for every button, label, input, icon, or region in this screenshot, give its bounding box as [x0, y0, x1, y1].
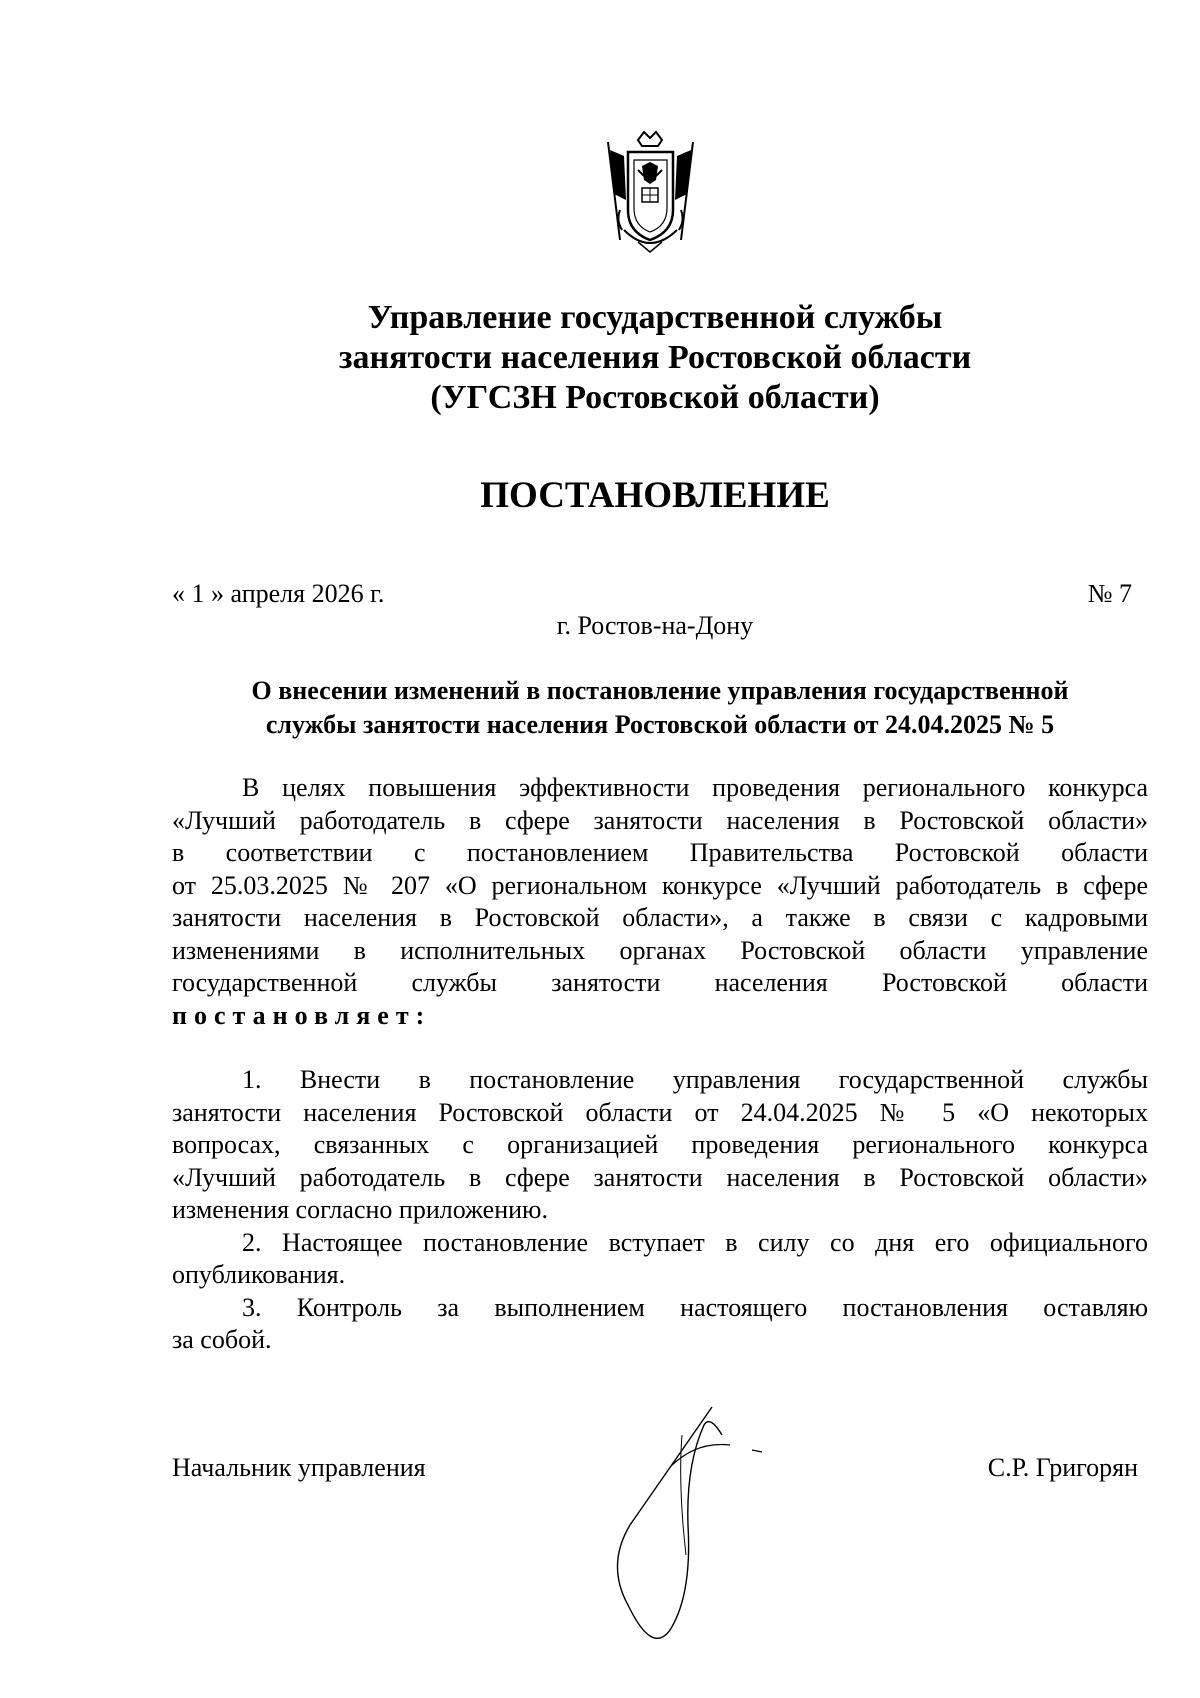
signatory-name: С.Р. Григорян — [987, 1453, 1138, 1482]
preamble-line: в соответствии с постановлением Правительства Ростовской области — [172, 838, 1148, 867]
item-1-line: «Лучший работодатель в сфере занятости населения в Ростовской области» — [172, 1162, 1148, 1192]
document-city: г. Ростов-на-Дону — [556, 611, 754, 640]
preamble-line: В целях повышения эффективности проведения регионального конкурса — [242, 773, 1148, 802]
org-name-line-2: занятости населения Ростовской области — [338, 339, 972, 376]
item-2-line: опубликования. — [172, 1260, 346, 1289]
document-date: « 1 » апреля 2026 г. — [172, 579, 385, 608]
item-1-line: изменения согласно приложению. — [172, 1195, 548, 1224]
item-3-line: 3. Контроль за выполнением настоящего постановления оставляю — [242, 1292, 1148, 1322]
item-2-line: 2. Настоящее постановление вступает в силу со дня его официального — [242, 1227, 1148, 1257]
document-subject — [172, 674, 1148, 742]
preamble-line: занятости населения в Ростовской области», а также в связи с кадровыми — [172, 903, 1148, 932]
item-3-line: за собой. — [172, 1325, 272, 1354]
org-name-line-1: Управление государственной службы — [367, 299, 943, 336]
preamble-line: от 25.03.2025 № 207 «О региональном конкурсе «Лучший работодатель в сфере — [172, 870, 1148, 900]
item-1-line: занятости населения Ростовской области от 24.04.2025 № 5 «О некоторых — [172, 1097, 1148, 1127]
preamble-line: изменениями в исполнительных органах Ростовской области управление — [172, 935, 1148, 965]
item-1-line: вопросах, связанных с организацией проведения регионального конкурса — [172, 1130, 1148, 1159]
document-type-title: ПОСТАНОВЛЕНИЕ — [480, 475, 830, 516]
org-name-abbreviation: (УГСЗН Ростовской области) — [430, 379, 880, 416]
coat-of-arms-icon — [598, 130, 703, 260]
paragraph-gap — [172, 1032, 1148, 1064]
signatory-title: Начальник управления — [172, 1453, 426, 1482]
decree-word: постановляет: — [172, 1000, 432, 1030]
item-1-line: 1. Внести в постановление управления государственной службы — [242, 1065, 1148, 1094]
document-number: № 7 — [1087, 579, 1132, 608]
organization-name — [160, 298, 1150, 418]
preamble-line: «Лучший работодатель в сфере занятости населения в Ростовской области» — [172, 805, 1148, 835]
preamble-line: государственной службы занятости населения Ростовской области — [172, 968, 1148, 997]
subject-line-2: службы занятости населения Ростовской области от 24.04.2025 № 5 — [265, 710, 1055, 739]
document-body — [172, 772, 1148, 1357]
subject-line-1: О внесении изменений в постановление управления государственной — [251, 676, 1069, 705]
handwritten-signature-icon — [612, 1405, 782, 1665]
